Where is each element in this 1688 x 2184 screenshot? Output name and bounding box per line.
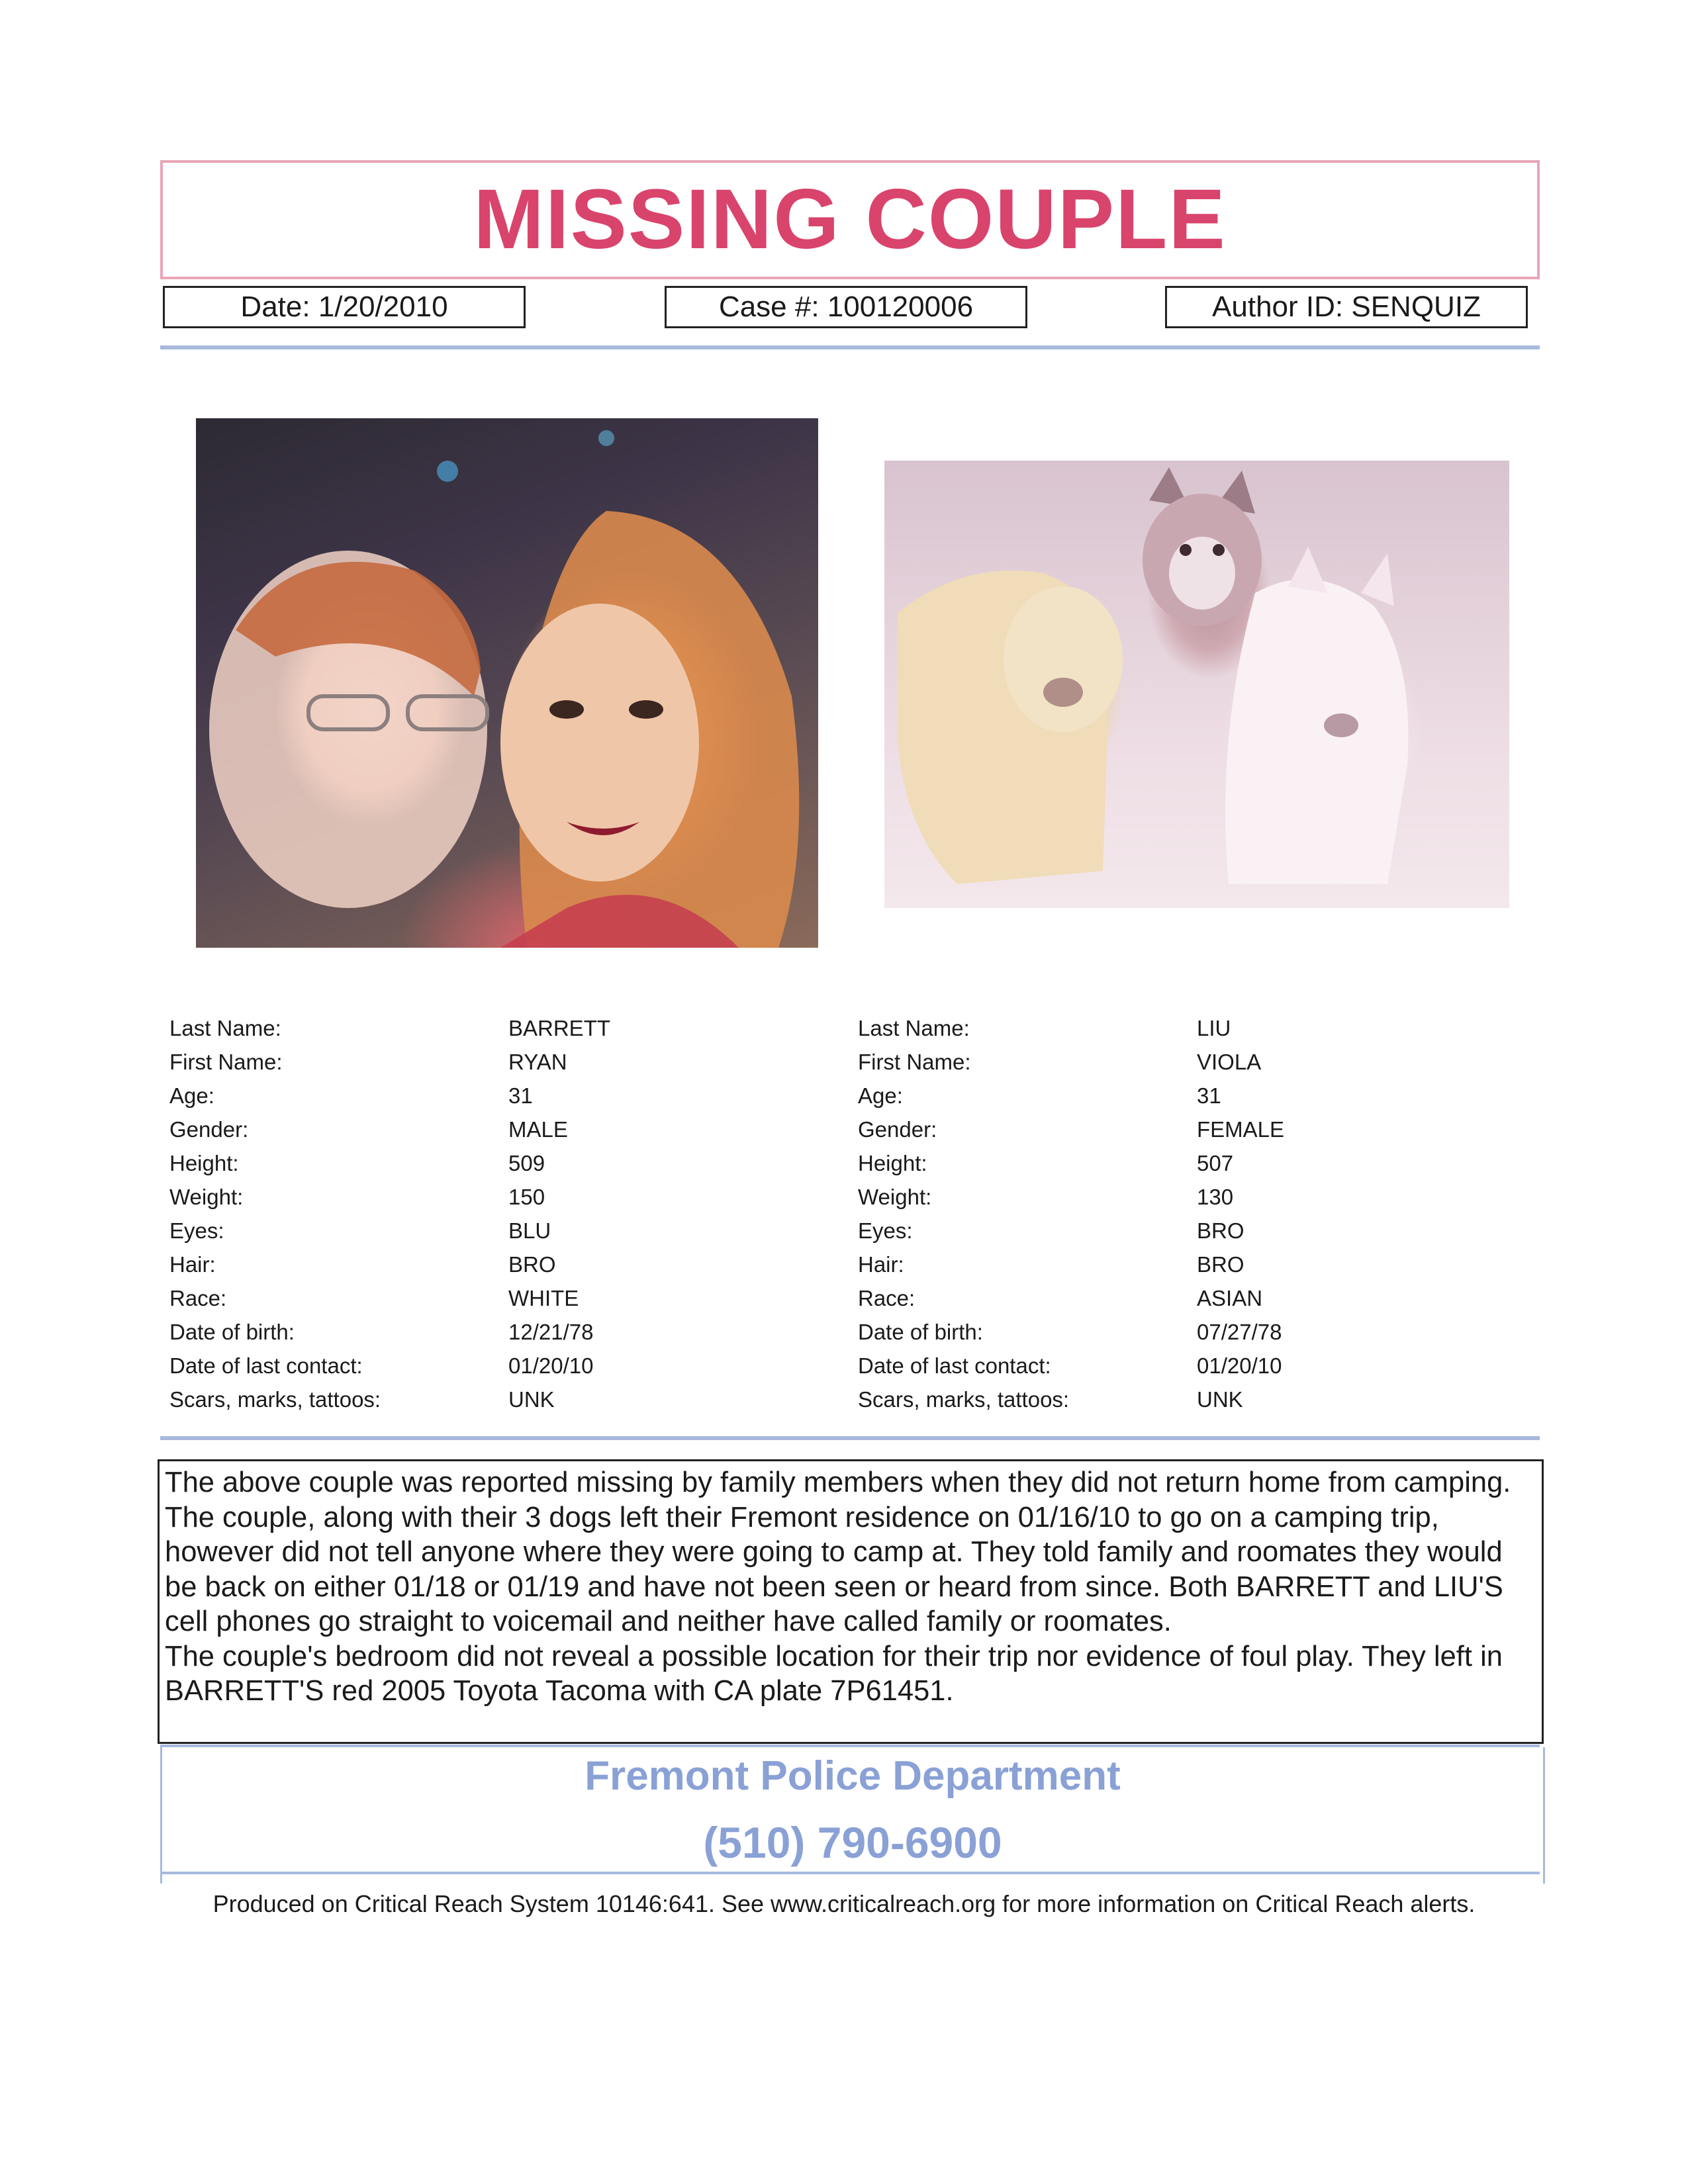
detail-value: 507 [1197,1151,1234,1175]
divider-dept-bottom [160,1872,1540,1874]
title-banner [160,160,1540,279]
detail-row [169,1113,765,1146]
detail-row [169,1349,765,1383]
detail-row [858,1248,1454,1281]
detail-row [169,1079,765,1113]
detail-value: BLU [508,1218,551,1243]
detail-value: LIU [1197,1016,1231,1040]
department-name: Fremont Police Department [585,1753,1121,1799]
detail-row [858,1214,1454,1248]
detail-row [858,1349,1454,1383]
detail-label: Date of last contact: [169,1353,363,1378]
detail-label: Age: [858,1083,903,1108]
detail-row [858,1180,1454,1214]
couple-photo-art [196,418,818,948]
detail-value: FEMALE [1197,1117,1285,1142]
detail-row [169,1180,765,1214]
footer-note: Produced on Critical Reach System 10146:641. See www.criticalreach.org for more information on Critical Reach alerts. [212,1890,1476,1917]
detail-label: Height: [858,1151,927,1175]
divider-middle [160,1436,1540,1440]
detail-label: Hair: [858,1252,904,1277]
detail-value: UNK [508,1387,555,1412]
case-number-box [665,286,1027,328]
detail-label: Last Name: [858,1016,970,1040]
detail-row [169,1315,765,1349]
detail-label: Race: [858,1286,915,1310]
detail-row [858,1079,1454,1113]
detail-row [169,1383,765,1416]
narrative-paragraph: The above couple was reported missing by family members when they did not return home from camping. The couple, along with their 3 dogs left their Fremont residence on 01/16/10 to go on a camping trip, however did not tell anyone where they were going to camp at. They told family and roomates they would be back on either 01/18 or 01/19 and have not been seen or heard from since. Both BARRETT and LIU'S cell phones go straight to voicemail and neither have called family or roomates. [165,1467,1511,1637]
date-label: Date: 1/20/2010 [240,291,448,323]
detail-label: Age: [169,1083,214,1108]
detail-label: Height: [169,1151,239,1175]
detail-label: Weight: [169,1185,244,1209]
couple-photo [196,418,818,948]
case-narrative [158,1459,1544,1744]
narrative-paragraph: The couple's bedroom did not reveal a possible location for their trip nor evidence of foul play. They left in BARRETT'S red 2005 Toyota Tacoma with CA plate 7P61451. [165,1640,1503,1707]
author-id-label: Author ID: SENQUIZ [1212,291,1481,323]
detail-value: WHITE [508,1286,579,1310]
detail-row [858,1146,1454,1180]
detail-value: BRO [1197,1252,1244,1277]
detail-label: Eyes: [169,1218,224,1243]
divider-top [160,345,1540,349]
detail-value: 12/21/78 [508,1320,594,1344]
detail-row [169,1045,765,1079]
detail-label: Race: [169,1286,227,1310]
detail-value: ASIAN [1197,1286,1263,1310]
detail-label: Last Name: [169,1016,281,1040]
detail-row [858,1315,1454,1349]
detail-row [858,1011,1454,1045]
detail-label: First Name: [858,1050,971,1074]
detail-value: 31 [508,1083,533,1108]
dogs-photo-art [884,461,1509,908]
dogs-photo [884,461,1509,908]
detail-label: Date of last contact: [858,1353,1051,1378]
detail-label: Weight: [858,1185,932,1209]
detail-label: Date of birth: [858,1320,983,1344]
detail-value: 130 [1197,1185,1234,1209]
detail-value: 509 [508,1151,545,1175]
detail-row [169,1011,765,1045]
detail-value: 31 [1197,1083,1221,1108]
detail-label: Eyes: [858,1218,913,1243]
page-title: MISSING COUPLE [473,172,1227,267]
detail-label: Scars, marks, tattoos: [858,1387,1070,1412]
detail-value: VIOLA [1197,1050,1262,1074]
detail-value: MALE [508,1117,568,1142]
detail-value: 01/20/10 [508,1353,594,1378]
detail-label: Gender: [858,1117,937,1142]
detail-row [169,1146,765,1180]
detail-row [169,1248,765,1281]
detail-row [858,1383,1454,1416]
detail-value: 150 [508,1185,545,1209]
detail-row [858,1045,1454,1079]
detail-label: First Name: [169,1050,283,1074]
detail-label: Hair: [169,1252,216,1277]
detail-value: 07/27/78 [1197,1320,1282,1344]
department-phone: (510) 790-6900 [703,1818,1002,1867]
detail-value: BRO [1197,1218,1244,1243]
detail-row [858,1113,1454,1146]
date-box [163,286,526,328]
department-contact [160,1747,1545,1884]
case-number-label: Case #: 100120006 [718,291,974,323]
detail-value: BARRETT [508,1016,611,1040]
detail-row [858,1281,1454,1315]
detail-value: BRO [508,1252,556,1277]
detail-value: 01/20/10 [1197,1353,1282,1378]
detail-value: RYAN [508,1050,567,1074]
detail-row [169,1281,765,1315]
detail-label: Gender: [169,1117,249,1142]
detail-label: Date of birth: [169,1320,295,1344]
author-id-box [1165,286,1528,328]
detail-value: UNK [1197,1387,1243,1412]
detail-label: Scars, marks, tattoos: [169,1387,381,1412]
detail-row [169,1214,765,1248]
